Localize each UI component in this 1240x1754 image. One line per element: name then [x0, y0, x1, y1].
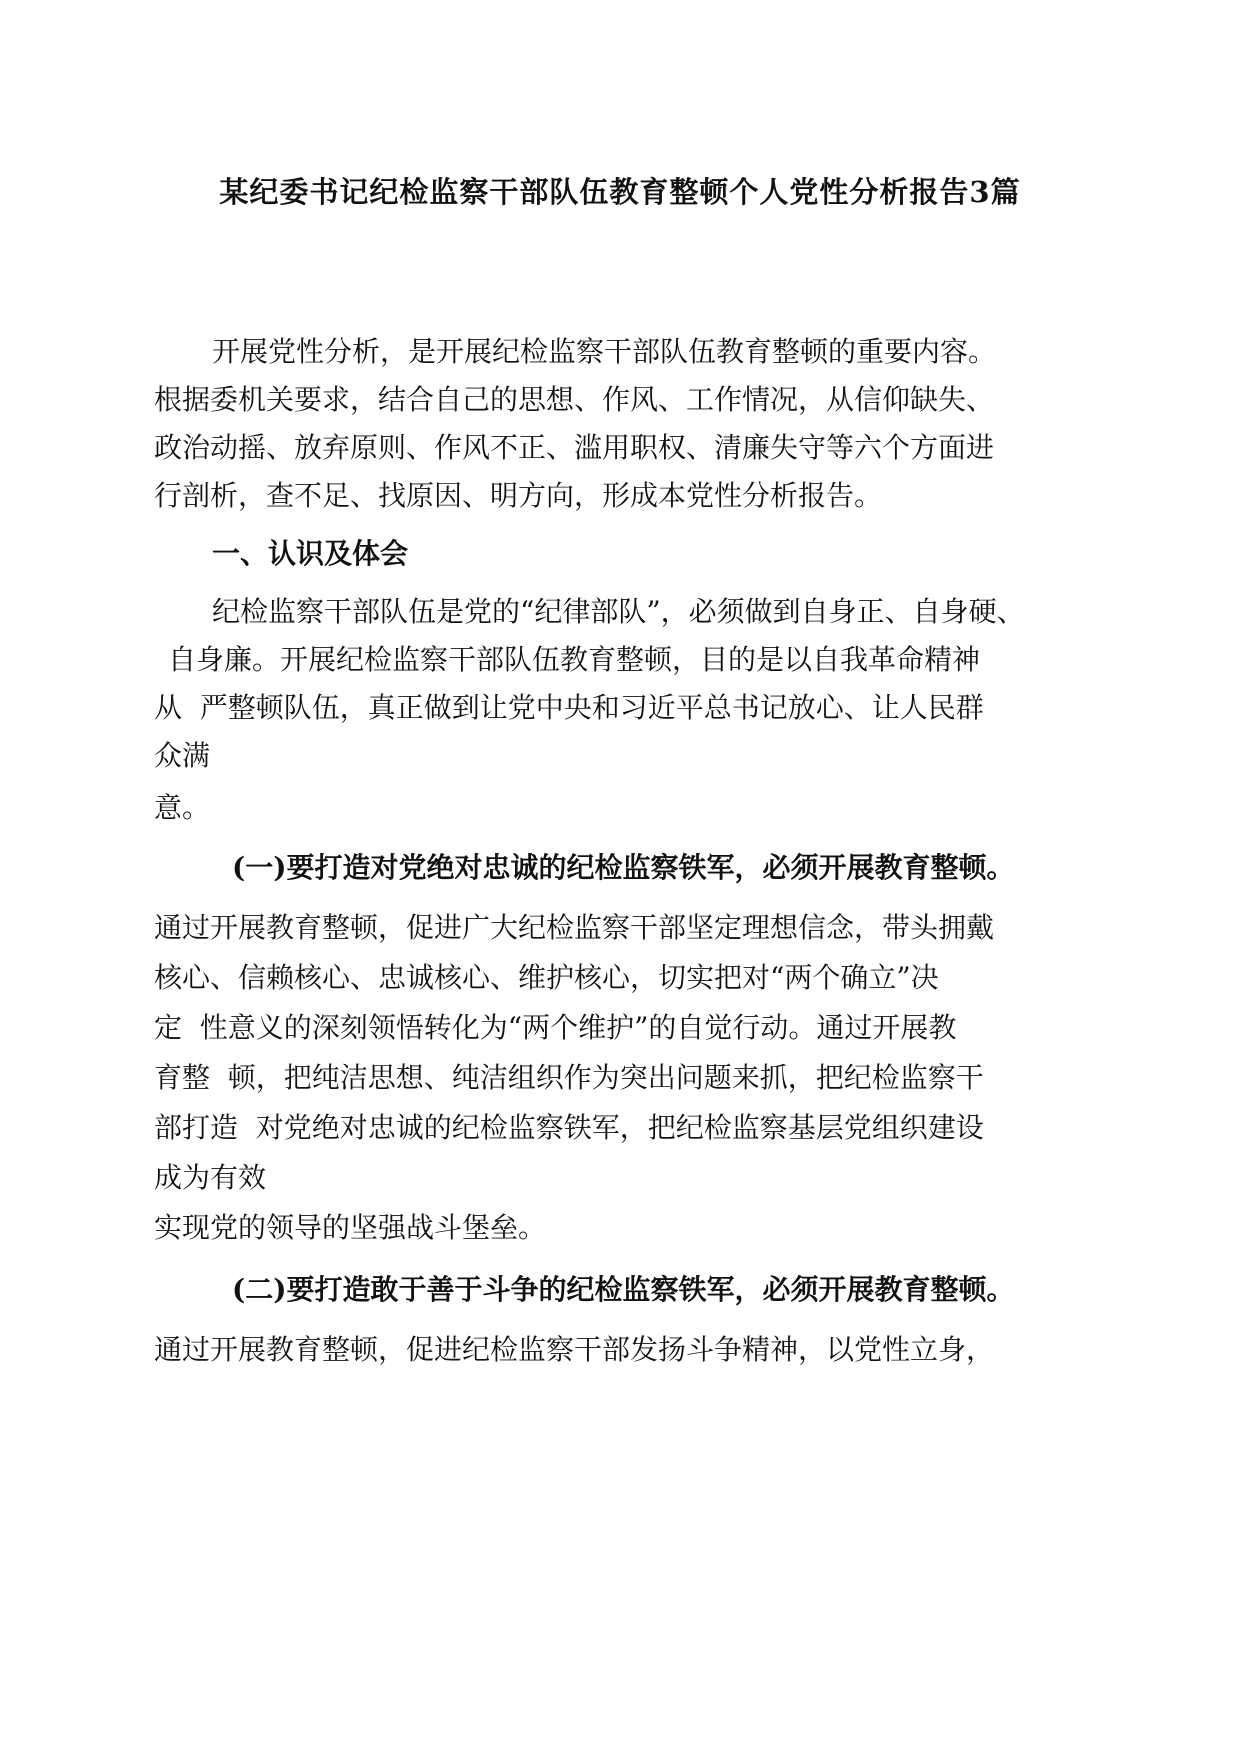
paragraph-line: 自身廉。开展纪检监察干部队伍教育整顿，目的是以自我革命精神	[168, 643, 981, 676]
paragraph-line: 通过开展教育整顿，促进纪检监察干部发扬斗争精神，以党性立身，	[154, 1333, 995, 1366]
paragraph-line: 意。	[154, 791, 211, 824]
paragraph-line: 核心、信赖核心、忠诚核心、维护核心，切实把对“两个确立”决	[154, 961, 939, 994]
section-heading: 一、认识及体会	[212, 537, 409, 570]
paragraph-line: 根据委机关要求，结合自己的思想、作风、工作情况，从信仰缺失、	[154, 383, 995, 416]
paragraph-line: 行剖析，查不足、找原因、明方向，形成本党性分析报告。	[154, 479, 883, 512]
paragraph-line: 育整 顿，把纯洁思想、纯洁组织作为突出问题来抓，把纪检监察干	[154, 1061, 984, 1094]
document-title: 某纪委书记纪检监察干部队伍教育整顿个人党性分析报告3篇	[219, 175, 1021, 209]
paragraph-line: 实现党的领导的坚强战斗堡垒。	[154, 1211, 547, 1244]
paragraph-line: 成为有效	[154, 1161, 267, 1194]
paragraph-line: 纪检监察干部队伍是党的“纪律部队”，必须做到自身正、自身硬、	[212, 595, 1025, 628]
paragraph-line: 部打造 对党绝对忠诚的纪检监察铁军，把纪检监察基层党组织建设	[154, 1111, 984, 1144]
subsection-heading: (二)要打造敢于善于斗争的纪检监察铁军，必须开展教育整顿。	[232, 1273, 1015, 1306]
paragraph-line: 众满	[154, 739, 211, 772]
paragraph-line: 定 性意义的深刻领悟转化为“两个维护”的自觉行动。通过开展教	[154, 1011, 957, 1044]
subsection-heading: (一)要打造对党绝对忠诚的纪检监察铁军，必须开展教育整顿。	[232, 851, 1015, 884]
paragraph-line: 通过开展教育整顿，促进广大纪检监察干部坚定理想信念，带头拥戴	[154, 911, 995, 944]
paragraph-line: 开展党性分析，是开展纪检监察干部队伍教育整顿的重要内容。	[212, 335, 997, 368]
paragraph-line: 从 严整顿队伍，真正做到让党中央和习近平总书记放心、让人民群	[154, 691, 984, 724]
paragraph-line: 政治动摇、放弃原则、作风不正、滥用职权、清廉失守等六个方面进	[154, 431, 995, 464]
